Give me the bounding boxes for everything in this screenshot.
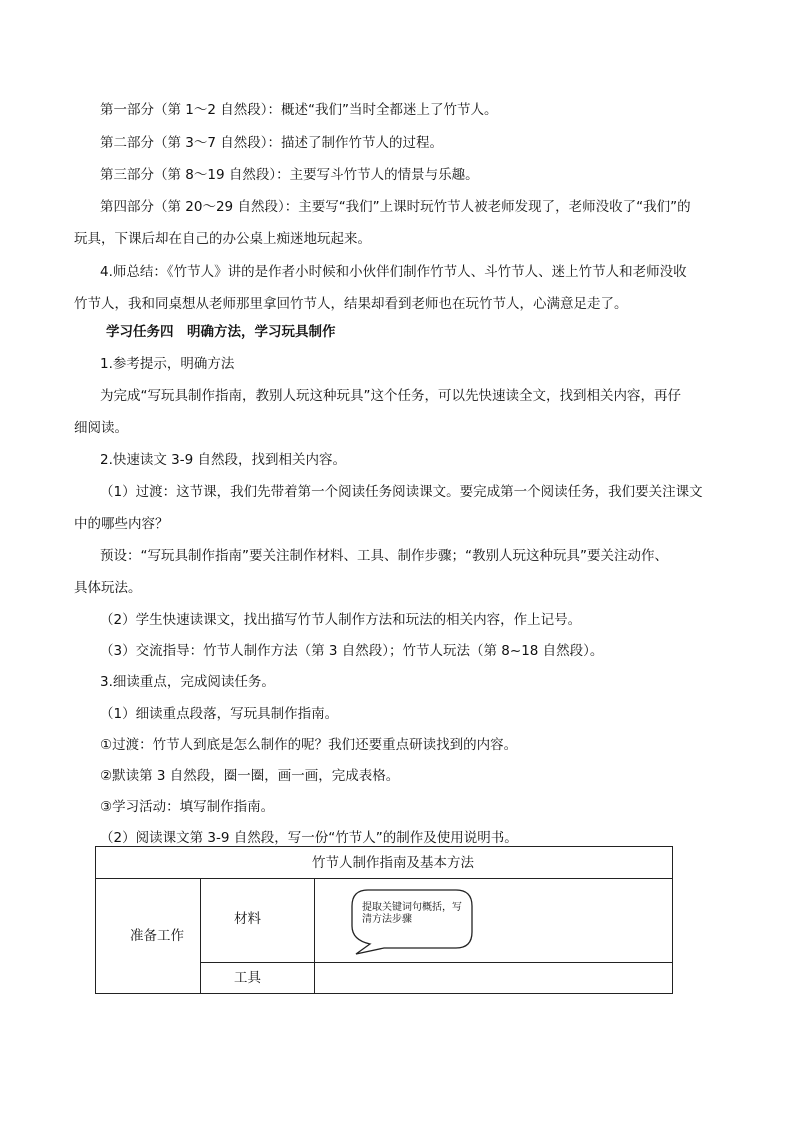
hint-speech-bubble (350, 888, 474, 954)
paragraph-preset-continued: 具体玩法。 (74, 580, 142, 596)
paragraph-teacher-summary-continued: 竹节人，我和同桌想从老师那里拿回竹节人，结果却看到老师也在玩竹节人，心满意足走了。 (74, 296, 628, 312)
paragraph-circle-one: ①过渡：竹节人到底是怎么制作的呢？我们还要重点研读找到的内容。 (100, 737, 518, 753)
section-heading-task-four: 学习任务四 明确方法，学习玩具制作 (106, 324, 336, 340)
table-row-divider (200, 962, 673, 963)
paragraph-teacher-summary: 4.师总结：《竹节人》讲的是作者小时候和小伙伴们制作竹节人、斗竹节人、迷上竹节人和老师没收 (100, 264, 687, 280)
step-three-heading: 3.细读重点，完成阅读任务。 (100, 674, 275, 690)
paragraph-part-two: 第二部分（第 3～7 自然段）：描述了制作竹节人的过程。 (100, 135, 444, 151)
paragraph-part-three: 第三部分（第 8～19 自然段）：主要写斗竹节人的情景与乐趣。 (100, 167, 479, 183)
paragraph-part-four: 第四部分（第 20～29 自然段）：主要写“我们”上课时玩竹节人被老师发现了，老师没收了“我们”的 (100, 199, 691, 215)
step-one-heading: 1.参考提示，明确方法 (100, 356, 235, 372)
paragraph-circle-two: ②默读第 3 自然段，圈一圈，画一画，完成表格。 (100, 768, 400, 784)
paragraph-reading-assignment: （2）阅读课文第 3-9 自然段，写一份“竹节人”的制作及使用说明书。 (100, 830, 518, 846)
paragraph-close-reading: （1）细读重点段落，写玩具制作指南。 (100, 706, 339, 722)
paragraph-circle-three: ③学习活动：填写制作指南。 (100, 799, 275, 815)
material-label: 材料 (234, 911, 261, 927)
paragraph-quick-read: （2）学生快速读课文，找出描写竹节人制作方法和玩法的相关内容，作上记号。 (100, 612, 582, 628)
paragraph-preset: 预设：“写玩具制作指南”要关注制作材料、工具、制作步骤；“教别人玩这种玩具”要关注动作、 (100, 548, 668, 564)
bubble-hint-text: 提取关键词句概括，写清方法步骤 (362, 902, 462, 925)
paragraph-task-intro-continued: 细阅读。 (74, 420, 128, 436)
paragraph-transition-continued: 中的哪些内容？ (74, 516, 169, 532)
paragraph-part-one: 第一部分（第 1～2 自然段）：概述“我们”当时全都迷上了竹节人。 (100, 102, 498, 118)
table-column-divider-left (200, 878, 201, 994)
table-title: 竹节人制作指南及基本方法 (312, 855, 474, 871)
table-column-divider-right (314, 878, 315, 994)
table-row-header: 准备工作 (130, 928, 184, 944)
paragraph-part-four-continued: 玩具，下课后却在自己的办公桌上痴迷地玩起来。 (74, 231, 371, 247)
paragraph-transition: （1）过渡：这节课，我们先带着第一个阅读任务阅读课文。要完成第一个阅读任务，我们要关注课文 (100, 484, 703, 500)
tool-label: 工具 (234, 970, 261, 986)
table-title-divider (95, 878, 673, 879)
paragraph-exchange-guidance: （3）交流指导：竹节人制作方法（第 3 自然段）；竹节人玩法（第 8~18 自然段）。 (100, 643, 604, 659)
paragraph-task-intro: 为完成“写玩具制作指南，教别人玩这种玩具”这个任务，可以先快速读全文，找到相关内容，再仔 (100, 388, 681, 404)
step-two-heading: 2.快速读文 3-9 自然段，找到相关内容。 (100, 452, 347, 468)
